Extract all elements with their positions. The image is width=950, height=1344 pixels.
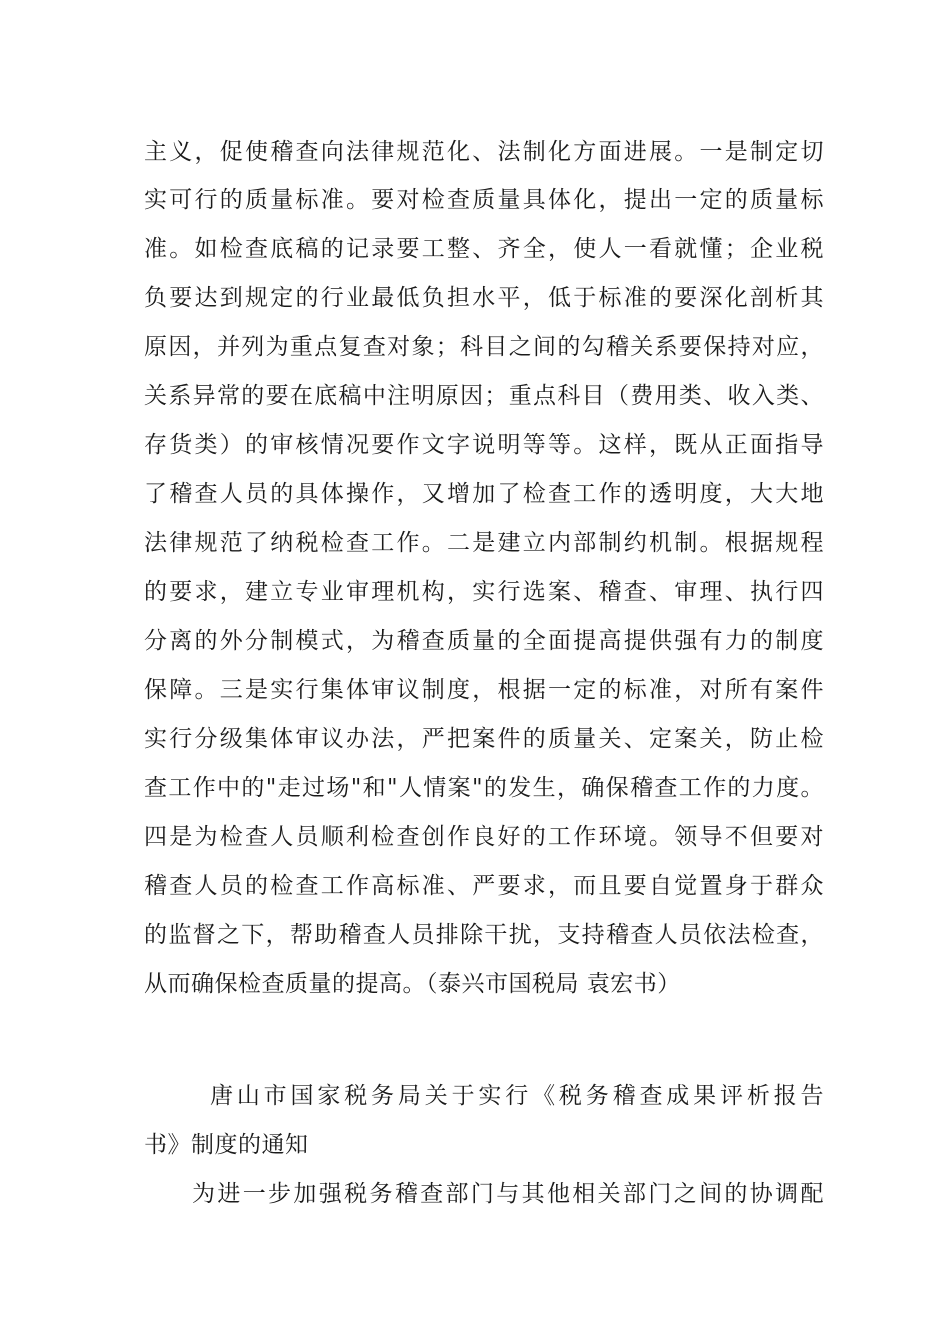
- body-line-17: 的监督之下，帮助稽查人员排除干扰，支持稽查人员依法检查，: [144, 922, 824, 948]
- body-line-10: 的要求，建立专业审理机构，实行选案、稽查、审理、执行四: [144, 579, 824, 605]
- notice-title-line-1: 唐山市国家税务局关于实行《税务稽查成果评析报告: [210, 1083, 824, 1109]
- body-line-18: 从而确保检查质量的提高。（泰兴市国税局 袁宏书）: [144, 971, 681, 997]
- notice-title-line-2: 书》制度的通知: [144, 1132, 309, 1158]
- body-line-1: 主义，促使稽查向法律规范化、法制化方面进展。一是制定切: [144, 139, 824, 165]
- body-line-3: 准。如检查底稿的记录要工整、齐全，使人一看就懂；企业税: [144, 236, 824, 262]
- body-line-14: 查工作中的"走过场"和"人情案"的发生，确保稽查工作的力度。: [144, 775, 824, 801]
- body-line-4: 负要达到规定的行业最低负担水平，低于标准的要深化剖析其: [144, 285, 824, 311]
- body-line-11: 分离的外分制模式，为稽查质量的全面提高提供强有力的制度: [144, 628, 824, 654]
- body-line-2: 实可行的质量标准。要对检查质量具体化，提出一定的质量标: [144, 187, 824, 213]
- notice-intro-line: 为进一步加强税务稽查部门与其他相关部门之间的协调配: [192, 1181, 824, 1207]
- body-line-9: 法律规范了纳税检查工作。二是建立内部制约机制。根据规程: [144, 530, 824, 556]
- body-line-8: 了稽查人员的具体操作，又增加了检查工作的透明度，大大地: [144, 481, 824, 507]
- body-line-13: 实行分级集体审议办法，严把案件的质量关、定案关，防止检: [144, 726, 824, 752]
- body-line-15: 四是为检查人员顺利检查创作良好的工作环境。领导不但要对: [144, 824, 824, 850]
- body-line-5: 原因，并列为重点复查对象；科目之间的勾稽关系要保持对应，: [144, 334, 824, 360]
- body-line-16: 稽查人员的检查工作高标准、严要求，而且要自觉置身于群众: [144, 873, 824, 899]
- body-line-7: 存货类）的审核情况要作文字说明等等。这样，既从正面指导: [144, 432, 824, 458]
- body-line-6: 关系异常的要在底稿中注明原因；重点科目（费用类、收入类、: [144, 383, 824, 409]
- body-line-12: 保障。三是实行集体审议制度，根据一定的标准，对所有案件: [144, 677, 824, 703]
